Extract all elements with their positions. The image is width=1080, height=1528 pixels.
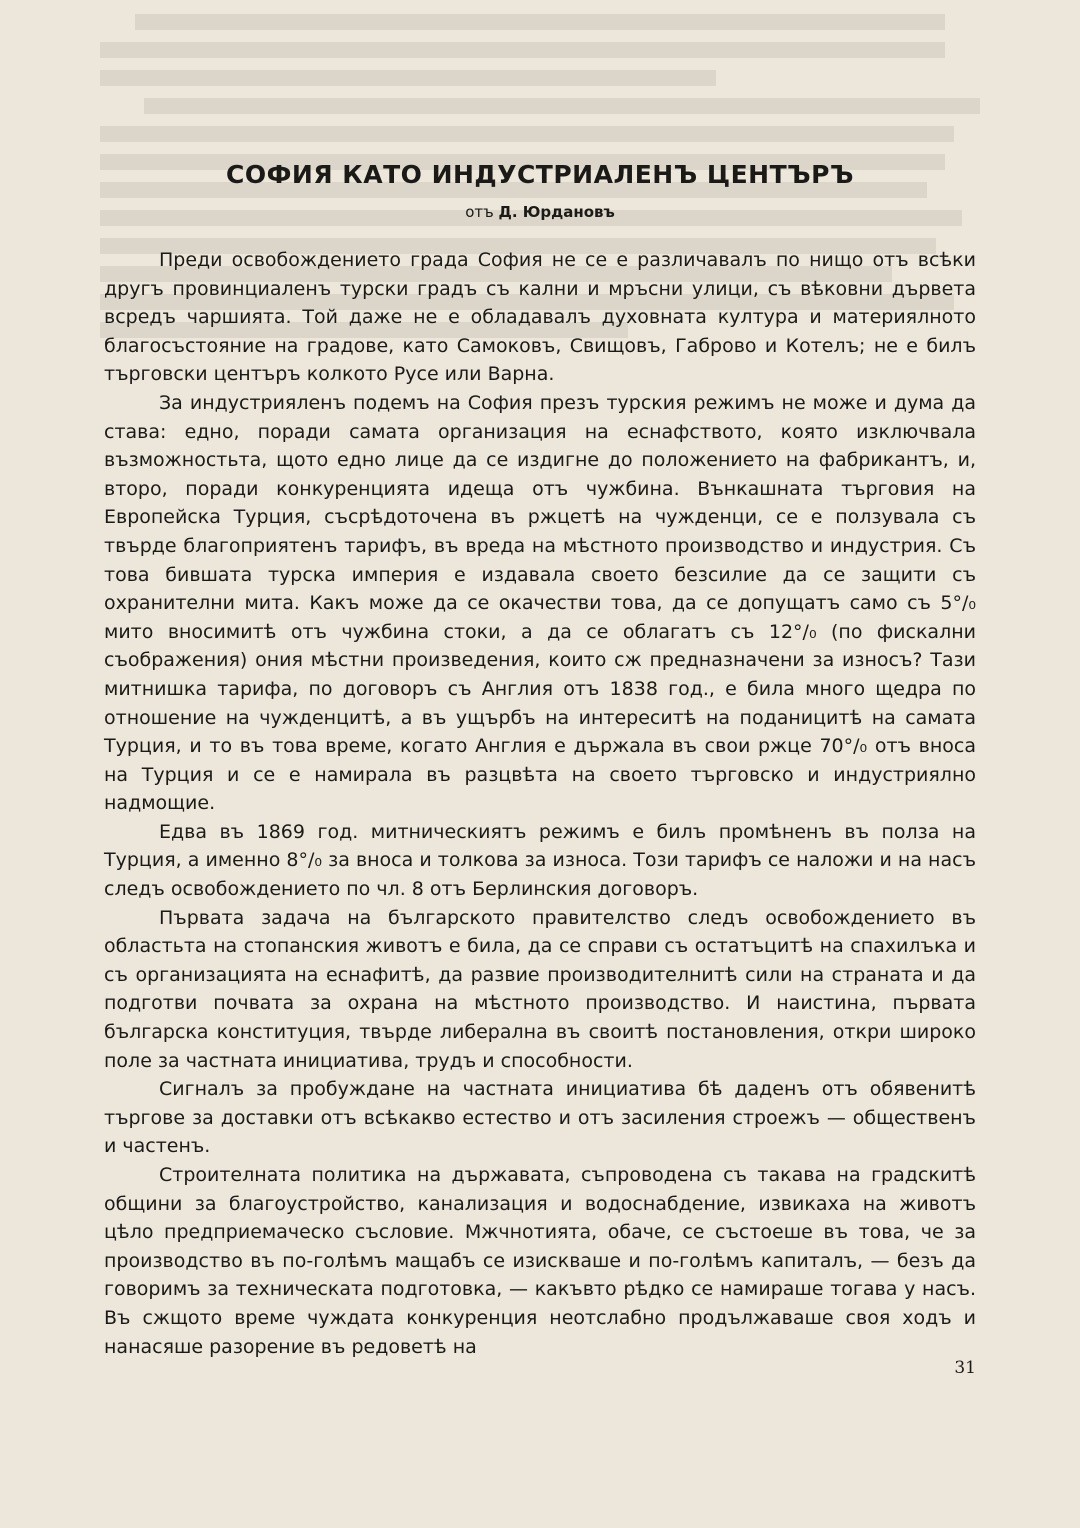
paragraph: Едва въ 1869 год. митническиятъ режимъ е билъ промѣненъ въ полза на Турция, а именно 8°/₀ за вноса и толкова за износа. Този тарифъ се наложи и на насъ следъ освобождението по чл. 8 отъ Берлинския договоръ. bbox=[104, 820, 976, 901]
author-name: Д. Юрдановъ bbox=[498, 203, 615, 221]
article-body bbox=[104, 246, 976, 1361]
paragraph: Строителната политика на държавата, съпроводена съ такава на градскитѣ общини за благоустройство, канализация и водоснабдение, извикаха на животъ цѣло предприемаческо съсловие. Мжчнотията, обаче, се състоеше въ това, че за производство въ по-голѣмъ мащабъ се изискваше и по-голѣмъ капиталъ, — безъ да говоримъ за техническата подготовка, — какъвто рѣдко се намираше тогава у насъ. Въ сжщото време чуждата конкуренция неотслабно продължаваше своя ходъ и нанасяше разорение въ редоветѣ на bbox=[104, 1164, 976, 1358]
article-title: СОФИЯ КАТО ИНДУСТРИАЛЕНЪ ЦЕНТЪРЪ bbox=[226, 160, 854, 189]
paragraph: Първата задача на българското правителство следъ освобождението въ областьта на стопанския животъ е била, да се справи съ остатъцитѣ на спахилъка и съ организацията на еснафитѣ, да развие производителнитѣ сили на страната и да подготви почвата за охрана на мѣстното производство. И наистина, първата българска конституция, твърде либерална въ своитѣ постановления, откри широко поле за частната инициатива, трудъ и способности. bbox=[104, 906, 976, 1072]
byline bbox=[100, 203, 980, 221]
page-number: 31 bbox=[954, 1358, 976, 1378]
byline-prefix: отъ bbox=[465, 203, 494, 221]
paragraph: Сигналъ за пробуждане на частната инициатива бѣ даденъ отъ обявенитѣ търгове за доставки отъ всѣкакво естество и отъ засиления строежъ — общественъ и частенъ. bbox=[104, 1078, 976, 1158]
paragraph: Преди освобождението града София не се е различавалъ по нищо отъ всѣки другъ провинциаленъ турски градъ съ кални и мръсни улици, съ вѣковни дървета всредъ чаршията. Той даже не е обладавалъ духовната култура и материялното благосъстояние на градове, като Самоковъ, Свищовъ, Габрово и Котелъ; не е билъ търговски центъръ колкото Русе или Варна. bbox=[104, 249, 976, 386]
paragraph: За индустрияленъ подемъ на София презъ турския режимъ не може и дума да става: едно, поради самата организация на еснафството, която изключвала възможностьта, щото едно лице да се издигне до положението на фабрикантъ, и, второ, поради конкуренцията идеща отъ чужбина. Вънкашната търговия на Европейска Турция, съсрѣдоточена въ ржцетѣ на чужденци, се е ползувала съ твърде благоприятенъ тарифъ, въ вреда на мѣстното производство и индустрия. Съ това бившата турска империя е издавала своето безсилие да се защити съ охранителни мита. Какъ може да се окачестви това, да се допущатъ само съ 5°/₀ мито вносимитѣ отъ чужбина стоки, а да се облагатъ съ 12°/₀ (по фискални съображения) ония мѣстни произведения, които сж предназначени за износъ? Тази митнишка тарифа, по договоръ съ Англия отъ 1838 год., е била много щедра по отношение на чужденцитѣ, а въ ущърбъ на интереситѣ на поданицитѣ на самата Турция, и то въ това време, когато Англия е държала въ свои ржце 70°/₀ отъ вноса на Турция и се е намирала въ разцвѣта на своето търговско и индустриялно надмощие. bbox=[104, 391, 976, 815]
